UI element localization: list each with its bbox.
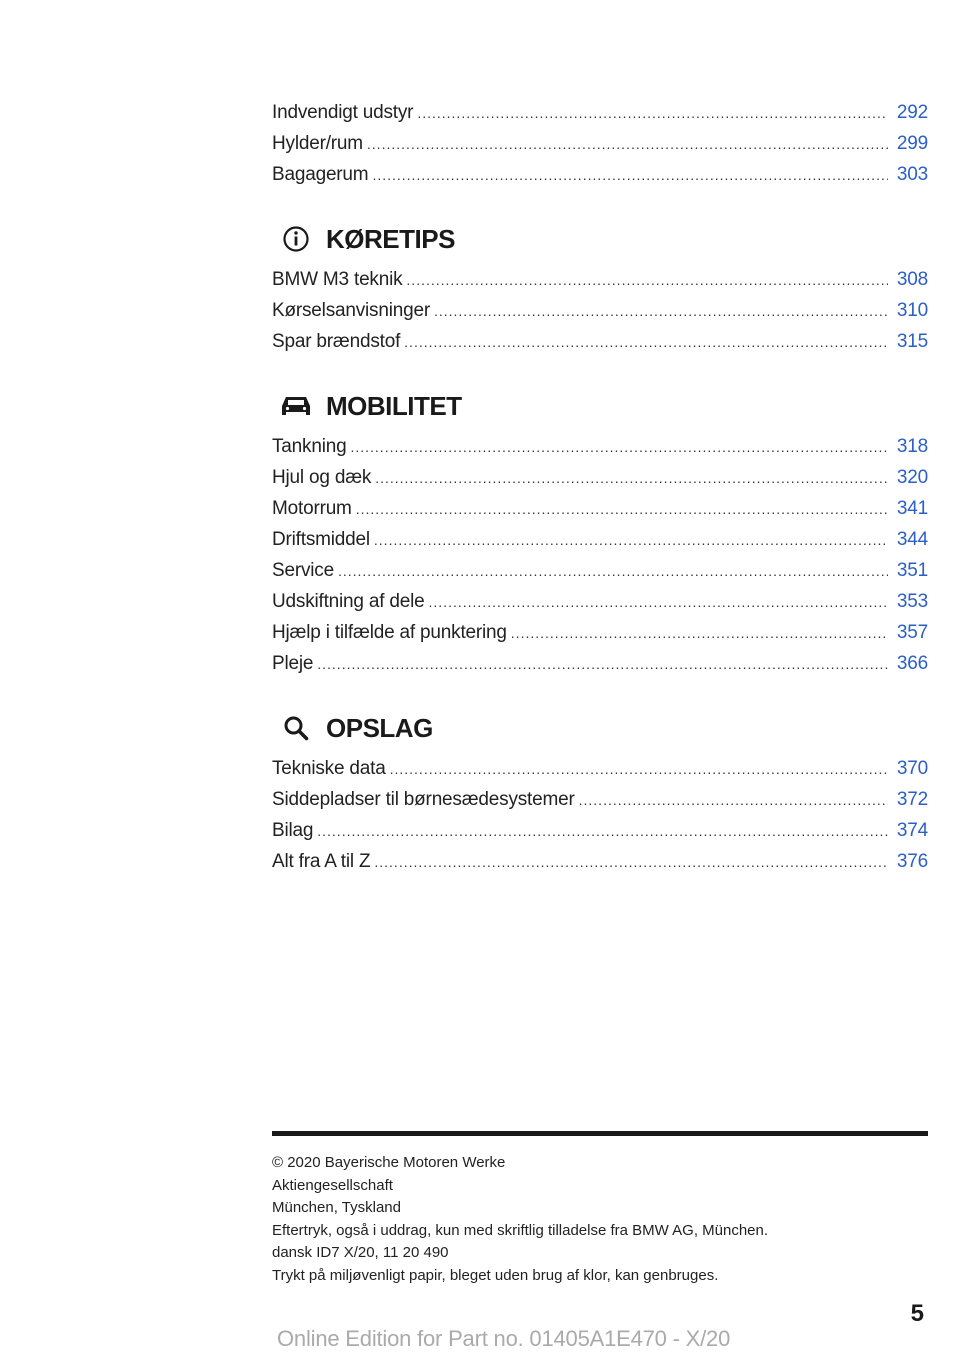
toc-entry-label: Driftsmiddel (272, 529, 370, 550)
dot-leader (429, 594, 888, 610)
dot-leader (434, 303, 888, 319)
edition-id: dansk ID7 X/20, 11 20 490 (272, 1244, 449, 1261)
toc-entry-label: Motorrum (272, 498, 352, 519)
toc-entry[interactable] (272, 591, 928, 622)
toc-entry[interactable] (272, 331, 928, 362)
dot-leader (390, 761, 888, 777)
dot-leader (511, 625, 888, 641)
toc-entry-label: Bilag (272, 820, 314, 841)
toc-entry-label: BMW M3 teknik (272, 269, 403, 290)
toc-entry[interactable] (272, 851, 928, 882)
dot-leader (317, 656, 888, 672)
toc-page-link[interactable]: 303 (896, 164, 928, 185)
search-icon (276, 712, 316, 744)
car-icon (276, 390, 316, 422)
toc-page-link[interactable]: 315 (896, 331, 928, 352)
copyright-line: © 2020 Bayerische Motoren Werke (272, 1154, 506, 1171)
dot-leader (374, 532, 888, 548)
dot-leader (374, 854, 888, 870)
toc-page-link[interactable]: 308 (896, 269, 928, 290)
toc-entry-label: Service (272, 560, 334, 581)
reprint-notice: Eftertryk, også i uddrag, kun med skriftlig tilladelse fra BMW AG, München. (272, 1221, 769, 1239)
toc-page-link[interactable]: 353 (896, 591, 928, 612)
toc-page-link[interactable]: 299 (896, 133, 928, 154)
toc-entry[interactable] (272, 529, 928, 560)
dot-leader (375, 470, 888, 486)
toc-entry-label: Spar brændstof (272, 331, 401, 352)
toc-page-link[interactable]: 370 (896, 758, 928, 779)
toc-entry[interactable] (272, 467, 928, 498)
toc-page-link[interactable]: 372 (896, 789, 928, 810)
toc-entry[interactable] (272, 300, 928, 331)
info-circle-icon (276, 223, 316, 255)
dot-leader (579, 792, 888, 808)
dot-leader (356, 501, 888, 517)
toc-entry-label: Hjælp i tilfælde af punktering (272, 622, 507, 643)
paper-notice: Trykt på miljøvenligt papir, bleget uden brug af klor, kan genbruges. (272, 1266, 719, 1284)
toc-entry-label: Siddepladser til børnesædesystemer (272, 789, 575, 810)
page-number: 5 (910, 1300, 924, 1327)
toc-page-link[interactable]: 318 (896, 436, 928, 457)
toc-entry-label: Alt fra A til Z (272, 851, 371, 872)
location-line: München, Tyskland (272, 1199, 401, 1216)
section-title: MOBILITET (326, 390, 462, 421)
dot-leader (338, 563, 888, 579)
dot-leader (350, 439, 888, 455)
toc-entry[interactable] (272, 789, 928, 820)
dot-leader (406, 272, 888, 288)
toc-page-link[interactable]: 351 (896, 560, 928, 581)
toc-entry-label: Tankning (272, 436, 347, 457)
company-line: Aktiengesellschaft (272, 1176, 393, 1194)
toc-entry[interactable] (272, 498, 928, 529)
toc-page-link[interactable]: 310 (896, 300, 928, 321)
toc-entry[interactable] (272, 102, 928, 133)
toc-entry[interactable] (272, 164, 928, 195)
toc-group-top (272, 102, 928, 195)
toc-entry-label: Kørselsanvisninger (272, 300, 430, 321)
toc-entry[interactable] (272, 820, 928, 851)
dot-leader (404, 334, 888, 350)
section-header-koretips (272, 221, 928, 257)
imprint-footer (272, 1131, 928, 1287)
toc-entry[interactable] (272, 560, 928, 591)
section-header-opslag (272, 710, 928, 746)
toc-entry[interactable] (272, 133, 928, 164)
section-title: OPSLAG (326, 712, 433, 743)
section-header-mobilitet (272, 388, 928, 424)
toc-entry-label: Bagagerum (272, 164, 369, 185)
toc-page-link[interactable]: 341 (896, 498, 928, 519)
online-edition-watermark: Online Edition for Part no. 01405A1E470 - X/20 (277, 1326, 731, 1351)
toc-page-link[interactable]: 374 (896, 820, 928, 841)
toc-page-link[interactable]: 292 (896, 102, 928, 123)
toc-entry-label: Indvendigt udstyr (272, 102, 414, 123)
footer-divider (272, 1131, 928, 1136)
toc-entry-label: Hjul og dæk (272, 467, 372, 488)
section-title: KØRETIPS (326, 223, 455, 254)
toc-entry-label: Tekniske data (272, 758, 386, 779)
toc-entry-label: Hylder/rum (272, 133, 363, 154)
dot-leader (367, 136, 888, 152)
toc-entry[interactable] (272, 436, 928, 467)
toc-page-link[interactable]: 366 (896, 653, 928, 674)
toc-page-link[interactable]: 320 (896, 467, 928, 488)
toc-page-link[interactable]: 344 (896, 529, 928, 550)
toc-entry[interactable] (272, 758, 928, 789)
toc-entry[interactable] (272, 269, 928, 300)
toc-page-link[interactable]: 357 (896, 622, 928, 643)
toc-entry-label: Udskiftning af dele (272, 591, 425, 612)
toc-page-link[interactable]: 376 (896, 851, 928, 872)
toc-entry[interactable] (272, 622, 928, 653)
dot-leader (417, 105, 888, 121)
toc-entry-label: Pleje (272, 653, 314, 674)
dot-leader (372, 167, 888, 183)
table-of-contents (272, 102, 928, 882)
toc-entry[interactable] (272, 653, 928, 684)
dot-leader (317, 823, 888, 839)
